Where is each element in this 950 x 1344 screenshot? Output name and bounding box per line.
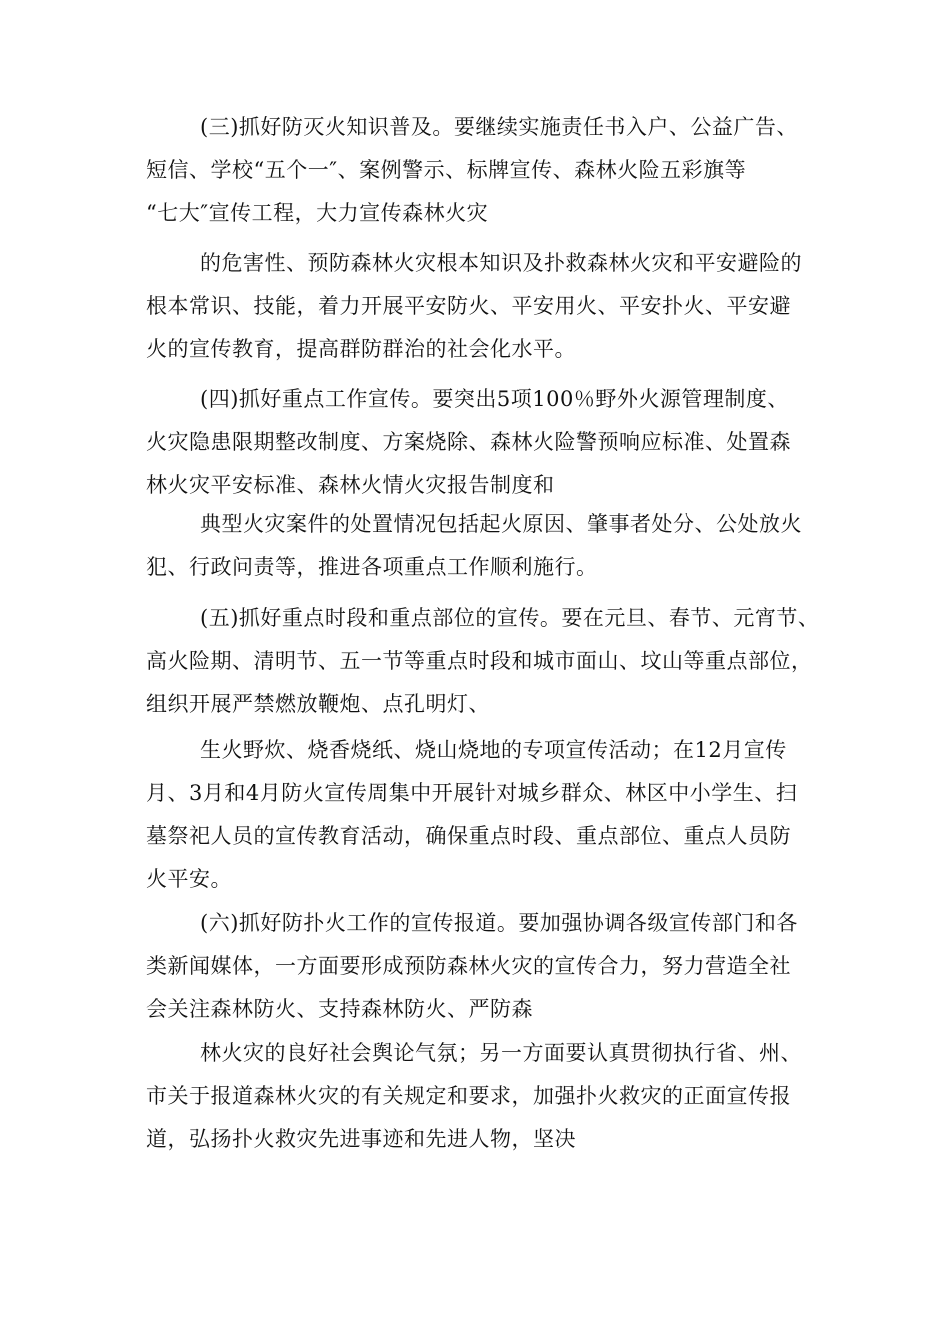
text-line: 的危害性、预防森林火灾根本知识及扑救森林火灾和平安避险的 bbox=[200, 251, 802, 275]
text-line: 道，弘扬扑火救灾先进事迹和先进人物，坚决 bbox=[146, 1127, 576, 1151]
paragraph-5 bbox=[146, 597, 826, 726]
text-line: (四)抓好重点工作宣传。要突出5项100％野外火源管理制度、 bbox=[200, 387, 789, 411]
text-line: 组织开展严禁燃放鞭炮、点孔明灯、 bbox=[146, 692, 490, 716]
text-line: 会关注森林防火、支持森林防火、严防森 bbox=[146, 997, 533, 1021]
text-line: 墓祭祀人员的宣传教育活动，确保重点时段、重点部位、重点人员防 bbox=[146, 824, 791, 848]
text-line: 短信、学校“五个一″、案例警示、标牌宣传、森林火险五彩旗等 bbox=[146, 158, 747, 182]
text-line: 林火灾的良好社会舆论气氛；另一方面要认真贯彻执行省、州、 bbox=[200, 1041, 802, 1065]
text-line: 月、3月和4月防火宣传周集中开展针对城乡群众、林区中小学生、扫 bbox=[146, 781, 798, 805]
text-line: 生火野炊、烧香烧纸、烧山烧地的专项宣传活动；在12月宣传 bbox=[200, 738, 787, 762]
text-line: 根本常识、技能，着力开展平安防火、平安用火、平安扑火、平安避 bbox=[146, 294, 791, 318]
paragraph-4-continued bbox=[146, 503, 826, 589]
text-line: 火的宣传教育，提高群防群治的社会化水平。 bbox=[146, 337, 576, 361]
text-line: 类新闻媒体，一方面要形成预防森林火灾的宣传合力，努力营造全社 bbox=[146, 954, 791, 978]
text-line: 火平安。 bbox=[146, 867, 232, 891]
text-line: 典型火灾案件的处置情况包括起火原因、肇事者处分、公处放火 bbox=[200, 512, 802, 536]
paragraph-3-continued bbox=[146, 242, 826, 371]
text-line: 市关于报道森林火灾的有关规定和要求，加强扑火救灾的正面宣传报 bbox=[146, 1084, 791, 1108]
paragraph-6 bbox=[146, 902, 826, 1031]
text-line: (五)抓好重点时段和重点部位的宣传。要在元旦、春节、元宵节、 bbox=[200, 606, 820, 630]
text-line: (三)抓好防灭火知识普及。要继续实施责任书入户、公益广告、 bbox=[200, 115, 798, 139]
text-line: 高火险期、清明节、五一节等重点时段和城市面山、坟山等重点部位， bbox=[146, 649, 813, 673]
text-line: 火灾隐患限期整改制度、方案烧除、森林火险警预响应标准、处置森 bbox=[146, 430, 791, 454]
text-line: “七大″宣传工程，大力宣传森林火灾 bbox=[146, 201, 489, 225]
text-line: (六)抓好防扑火工作的宣传报道。要加强协调各级宣传部门和各 bbox=[200, 911, 798, 935]
text-line: 犯、行政问责等，推进各项重点工作顺利施行。 bbox=[146, 555, 598, 579]
text-line: 林火灾平安标准、森林火情火灾报告制度和 bbox=[146, 473, 555, 497]
paragraph-5-continued bbox=[146, 729, 826, 901]
paragraph-6-continued bbox=[146, 1032, 826, 1161]
paragraph-3 bbox=[146, 106, 826, 235]
paragraph-4 bbox=[146, 378, 826, 507]
